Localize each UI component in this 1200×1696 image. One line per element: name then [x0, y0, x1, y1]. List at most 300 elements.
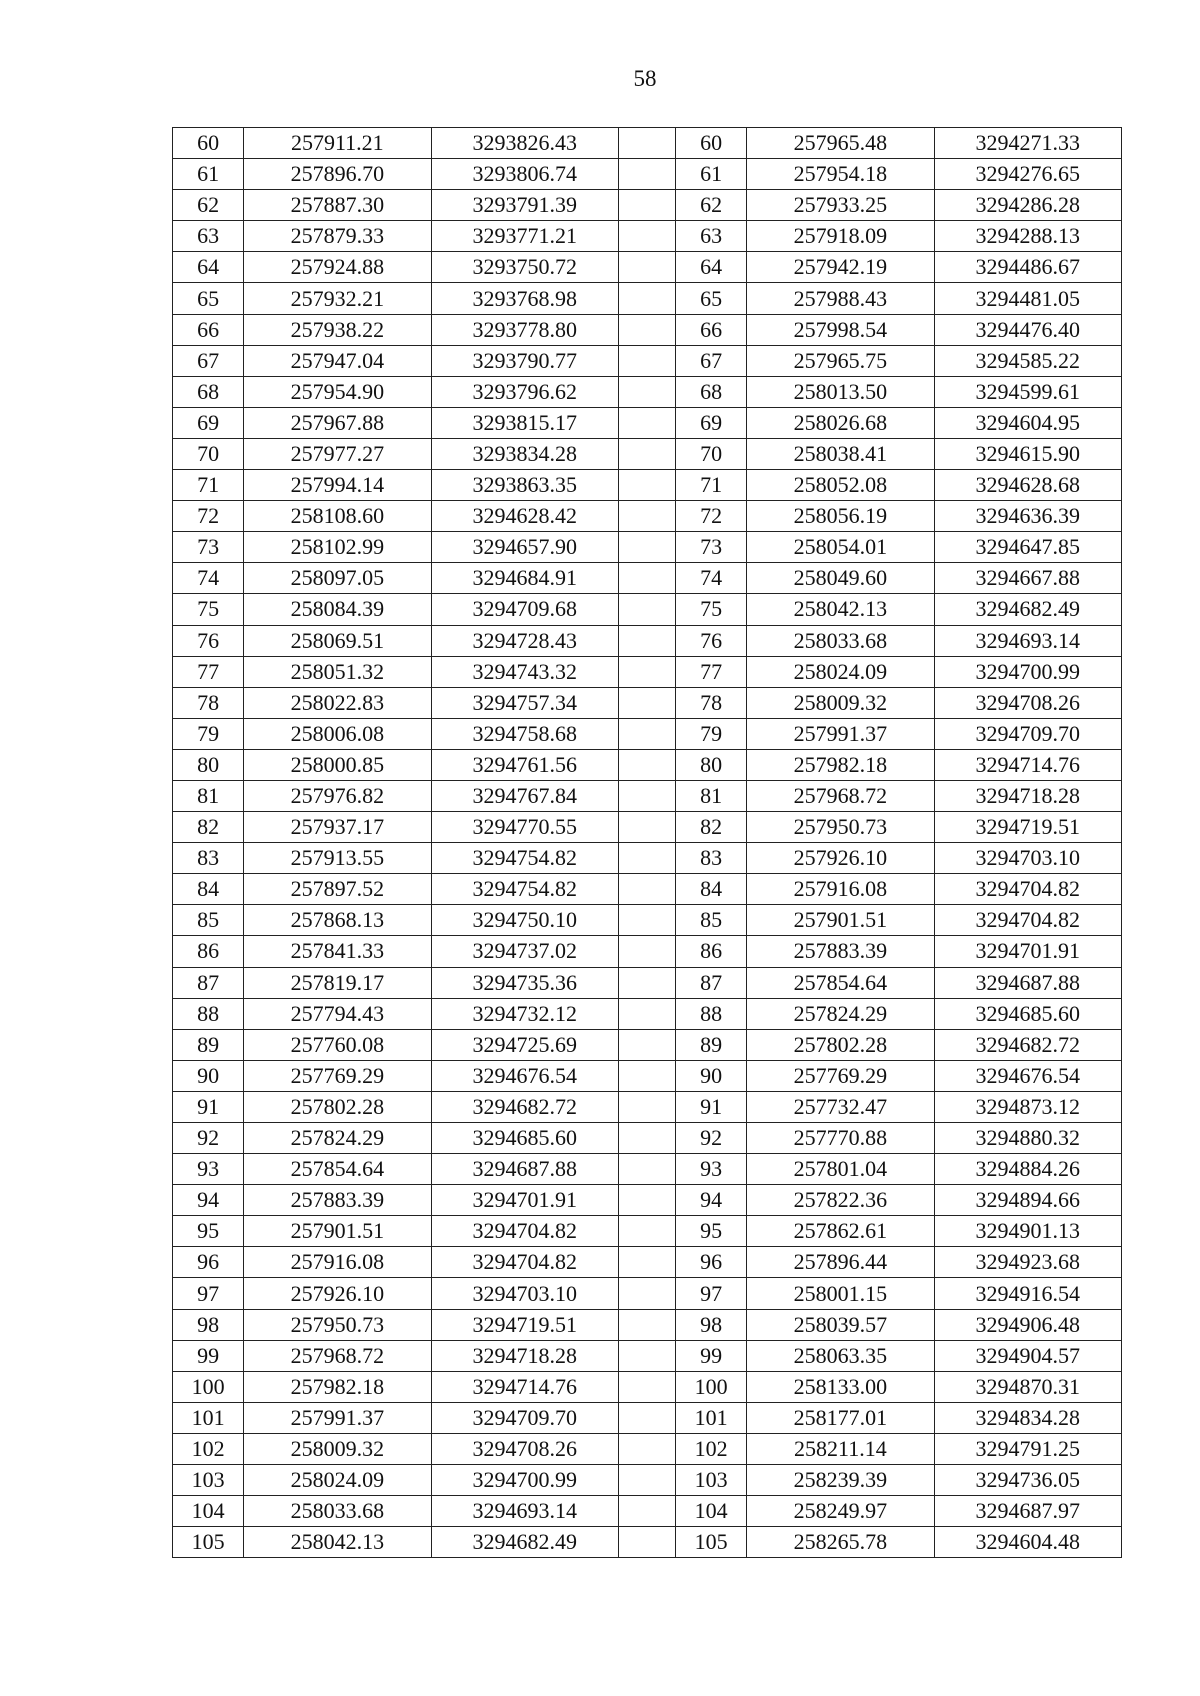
- left-x-coordinate-cell: 257794.43: [244, 998, 431, 1029]
- left-y-coordinate-cell: 3294735.36: [431, 967, 618, 998]
- left-point-number-cell: 90: [173, 1060, 244, 1091]
- left-point-number-cell: 101: [173, 1402, 244, 1433]
- table-row: [173, 749, 1122, 780]
- column-gap-cell: [618, 718, 675, 749]
- table-row: [173, 1060, 1122, 1091]
- right-point-number-cell: 81: [676, 780, 747, 811]
- column-gap-cell: [618, 1527, 675, 1558]
- right-point-number-cell: 67: [676, 345, 747, 376]
- right-point-number-cell: 93: [676, 1154, 747, 1185]
- right-x-coordinate-cell: 258026.68: [747, 407, 934, 438]
- left-y-coordinate-cell: 3294750.10: [431, 905, 618, 936]
- right-y-coordinate-cell: 3294700.99: [934, 656, 1121, 687]
- left-point-number-cell: 73: [173, 532, 244, 563]
- table-row: [173, 438, 1122, 469]
- column-gap-cell: [618, 1216, 675, 1247]
- right-x-coordinate-cell: 258249.97: [747, 1496, 934, 1527]
- left-x-coordinate-cell: 257926.10: [244, 1278, 431, 1309]
- right-x-coordinate-cell: 257822.36: [747, 1185, 934, 1216]
- column-gap-cell: [618, 1123, 675, 1154]
- left-x-coordinate-cell: 258009.32: [244, 1433, 431, 1464]
- right-point-number-cell: 74: [676, 563, 747, 594]
- column-gap-cell: [618, 812, 675, 843]
- left-y-coordinate-cell: 3294728.43: [431, 625, 618, 656]
- table-row: [173, 1340, 1122, 1371]
- table-row: [173, 1496, 1122, 1527]
- right-y-coordinate-cell: 3294636.39: [934, 501, 1121, 532]
- column-gap-cell: [618, 998, 675, 1029]
- column-gap-cell: [618, 159, 675, 190]
- left-point-number-cell: 94: [173, 1185, 244, 1216]
- left-x-coordinate-cell: 258051.32: [244, 656, 431, 687]
- right-y-coordinate-cell: 3294873.12: [934, 1091, 1121, 1122]
- right-y-coordinate-cell: 3294276.65: [934, 159, 1121, 190]
- left-x-coordinate-cell: 258033.68: [244, 1496, 431, 1527]
- right-x-coordinate-cell: 257968.72: [747, 780, 934, 811]
- column-gap-cell: [618, 1154, 675, 1185]
- right-point-number-cell: 105: [676, 1527, 747, 1558]
- left-point-number-cell: 82: [173, 812, 244, 843]
- left-point-number-cell: 65: [173, 283, 244, 314]
- right-y-coordinate-cell: 3294628.68: [934, 470, 1121, 501]
- table-row: [173, 594, 1122, 625]
- column-gap-cell: [618, 905, 675, 936]
- left-x-coordinate-cell: 257760.08: [244, 1029, 431, 1060]
- left-point-number-cell: 105: [173, 1527, 244, 1558]
- left-y-coordinate-cell: 3293791.39: [431, 190, 618, 221]
- left-y-coordinate-cell: 3294709.70: [431, 1402, 618, 1433]
- column-gap-cell: [618, 749, 675, 780]
- column-gap-cell: [618, 1402, 675, 1433]
- left-y-coordinate-cell: 3294685.60: [431, 1123, 618, 1154]
- right-x-coordinate-cell: 258133.00: [747, 1371, 934, 1402]
- left-x-coordinate-cell: 257950.73: [244, 1309, 431, 1340]
- right-x-coordinate-cell: 257896.44: [747, 1247, 934, 1278]
- left-point-number-cell: 63: [173, 221, 244, 252]
- left-point-number-cell: 95: [173, 1216, 244, 1247]
- right-point-number-cell: 91: [676, 1091, 747, 1122]
- table-row: [173, 501, 1122, 532]
- left-point-number-cell: 75: [173, 594, 244, 625]
- right-y-coordinate-cell: 3294904.57: [934, 1340, 1121, 1371]
- column-gap-cell: [618, 1247, 675, 1278]
- right-y-coordinate-cell: 3294703.10: [934, 843, 1121, 874]
- left-point-number-cell: 76: [173, 625, 244, 656]
- right-x-coordinate-cell: 257950.73: [747, 812, 934, 843]
- right-x-coordinate-cell: 257732.47: [747, 1091, 934, 1122]
- right-x-coordinate-cell: 258239.39: [747, 1465, 934, 1496]
- right-point-number-cell: 68: [676, 376, 747, 407]
- left-y-coordinate-cell: 3294676.54: [431, 1060, 618, 1091]
- left-x-coordinate-cell: 257901.51: [244, 1216, 431, 1247]
- right-y-coordinate-cell: 3294718.28: [934, 780, 1121, 811]
- left-point-number-cell: 97: [173, 1278, 244, 1309]
- left-point-number-cell: 102: [173, 1433, 244, 1464]
- right-x-coordinate-cell: 258211.14: [747, 1433, 934, 1464]
- right-y-coordinate-cell: 3294599.61: [934, 376, 1121, 407]
- right-y-coordinate-cell: 3294615.90: [934, 438, 1121, 469]
- table-row: [173, 1433, 1122, 1464]
- column-gap-cell: [618, 874, 675, 905]
- table-row: [173, 998, 1122, 1029]
- right-x-coordinate-cell: 257769.29: [747, 1060, 934, 1091]
- right-point-number-cell: 99: [676, 1340, 747, 1371]
- right-y-coordinate-cell: 3294901.13: [934, 1216, 1121, 1247]
- right-y-coordinate-cell: 3294476.40: [934, 314, 1121, 345]
- right-point-number-cell: 87: [676, 967, 747, 998]
- left-point-number-cell: 60: [173, 128, 244, 159]
- left-y-coordinate-cell: 3294701.91: [431, 1185, 618, 1216]
- left-point-number-cell: 66: [173, 314, 244, 345]
- right-y-coordinate-cell: 3294719.51: [934, 812, 1121, 843]
- right-point-number-cell: 69: [676, 407, 747, 438]
- right-y-coordinate-cell: 3294884.26: [934, 1154, 1121, 1185]
- right-point-number-cell: 65: [676, 283, 747, 314]
- left-y-coordinate-cell: 3294732.12: [431, 998, 618, 1029]
- table-row: [173, 563, 1122, 594]
- right-point-number-cell: 76: [676, 625, 747, 656]
- column-gap-cell: [618, 936, 675, 967]
- left-x-coordinate-cell: 257879.33: [244, 221, 431, 252]
- left-y-coordinate-cell: 3293796.62: [431, 376, 618, 407]
- column-gap-cell: [618, 314, 675, 345]
- right-x-coordinate-cell: 258265.78: [747, 1527, 934, 1558]
- right-x-coordinate-cell: 258042.13: [747, 594, 934, 625]
- right-y-coordinate-cell: 3294687.88: [934, 967, 1121, 998]
- left-point-number-cell: 91: [173, 1091, 244, 1122]
- right-x-coordinate-cell: 257770.88: [747, 1123, 934, 1154]
- left-point-number-cell: 74: [173, 563, 244, 594]
- left-y-coordinate-cell: 3294709.68: [431, 594, 618, 625]
- left-x-coordinate-cell: 257913.55: [244, 843, 431, 874]
- left-x-coordinate-cell: 257868.13: [244, 905, 431, 936]
- left-y-coordinate-cell: 3294708.26: [431, 1433, 618, 1464]
- left-x-coordinate-cell: 258084.39: [244, 594, 431, 625]
- left-x-coordinate-cell: 257947.04: [244, 345, 431, 376]
- left-y-coordinate-cell: 3294770.55: [431, 812, 618, 843]
- column-gap-cell: [618, 376, 675, 407]
- column-gap-cell: [618, 1091, 675, 1122]
- right-point-number-cell: 90: [676, 1060, 747, 1091]
- left-point-number-cell: 99: [173, 1340, 244, 1371]
- left-x-coordinate-cell: 258102.99: [244, 532, 431, 563]
- left-point-number-cell: 70: [173, 438, 244, 469]
- left-point-number-cell: 85: [173, 905, 244, 936]
- left-point-number-cell: 80: [173, 749, 244, 780]
- right-x-coordinate-cell: 258177.01: [747, 1402, 934, 1433]
- left-x-coordinate-cell: 258006.08: [244, 718, 431, 749]
- right-point-number-cell: 83: [676, 843, 747, 874]
- table-row: [173, 812, 1122, 843]
- left-y-coordinate-cell: 3294754.82: [431, 843, 618, 874]
- table-row: [173, 1185, 1122, 1216]
- table-row: [173, 1309, 1122, 1340]
- column-gap-cell: [618, 128, 675, 159]
- left-x-coordinate-cell: 257883.39: [244, 1185, 431, 1216]
- table-row: [173, 252, 1122, 283]
- right-x-coordinate-cell: 257933.25: [747, 190, 934, 221]
- left-x-coordinate-cell: 257994.14: [244, 470, 431, 501]
- right-point-number-cell: 97: [676, 1278, 747, 1309]
- right-x-coordinate-cell: 257954.18: [747, 159, 934, 190]
- table-row: [173, 532, 1122, 563]
- left-x-coordinate-cell: 257854.64: [244, 1154, 431, 1185]
- left-y-coordinate-cell: 3294628.42: [431, 501, 618, 532]
- right-x-coordinate-cell: 258063.35: [747, 1340, 934, 1371]
- right-point-number-cell: 72: [676, 501, 747, 532]
- right-y-coordinate-cell: 3294701.91: [934, 936, 1121, 967]
- left-x-coordinate-cell: 257954.90: [244, 376, 431, 407]
- right-x-coordinate-cell: 258001.15: [747, 1278, 934, 1309]
- left-x-coordinate-cell: 257824.29: [244, 1123, 431, 1154]
- right-x-coordinate-cell: 257862.61: [747, 1216, 934, 1247]
- table-row: [173, 687, 1122, 718]
- left-point-number-cell: 100: [173, 1371, 244, 1402]
- left-point-number-cell: 87: [173, 967, 244, 998]
- right-x-coordinate-cell: 257988.43: [747, 283, 934, 314]
- left-point-number-cell: 62: [173, 190, 244, 221]
- right-x-coordinate-cell: 257998.54: [747, 314, 934, 345]
- left-x-coordinate-cell: 257982.18: [244, 1371, 431, 1402]
- right-x-coordinate-cell: 258039.57: [747, 1309, 934, 1340]
- table-row: [173, 1278, 1122, 1309]
- right-x-coordinate-cell: 258052.08: [747, 470, 934, 501]
- left-point-number-cell: 89: [173, 1029, 244, 1060]
- left-x-coordinate-cell: 257896.70: [244, 159, 431, 190]
- table-row: [173, 283, 1122, 314]
- left-x-coordinate-cell: 258024.09: [244, 1465, 431, 1496]
- left-point-number-cell: 77: [173, 656, 244, 687]
- right-point-number-cell: 84: [676, 874, 747, 905]
- right-point-number-cell: 79: [676, 718, 747, 749]
- column-gap-cell: [618, 687, 675, 718]
- right-x-coordinate-cell: 258056.19: [747, 501, 934, 532]
- column-gap-cell: [618, 190, 675, 221]
- left-x-coordinate-cell: 257937.17: [244, 812, 431, 843]
- right-y-coordinate-cell: 3294693.14: [934, 625, 1121, 656]
- right-point-number-cell: 62: [676, 190, 747, 221]
- left-x-coordinate-cell: 258042.13: [244, 1527, 431, 1558]
- column-gap-cell: [618, 594, 675, 625]
- right-point-number-cell: 73: [676, 532, 747, 563]
- table-row: [173, 376, 1122, 407]
- left-y-coordinate-cell: 3294718.28: [431, 1340, 618, 1371]
- column-gap-cell: [618, 1029, 675, 1060]
- right-y-coordinate-cell: 3294486.67: [934, 252, 1121, 283]
- right-y-coordinate-cell: 3294714.76: [934, 749, 1121, 780]
- right-point-number-cell: 92: [676, 1123, 747, 1154]
- right-x-coordinate-cell: 258033.68: [747, 625, 934, 656]
- left-point-number-cell: 61: [173, 159, 244, 190]
- right-x-coordinate-cell: 257916.08: [747, 874, 934, 905]
- column-gap-cell: [618, 967, 675, 998]
- left-x-coordinate-cell: 257991.37: [244, 1402, 431, 1433]
- left-point-number-cell: 67: [173, 345, 244, 376]
- left-point-number-cell: 64: [173, 252, 244, 283]
- left-x-coordinate-cell: 257977.27: [244, 438, 431, 469]
- coordinate-table-body: [173, 128, 1122, 1558]
- right-point-number-cell: 103: [676, 1465, 747, 1496]
- right-y-coordinate-cell: 3294286.28: [934, 190, 1121, 221]
- right-y-coordinate-cell: 3294894.66: [934, 1185, 1121, 1216]
- right-point-number-cell: 78: [676, 687, 747, 718]
- table-row: [173, 843, 1122, 874]
- left-point-number-cell: 104: [173, 1496, 244, 1527]
- left-y-coordinate-cell: 3294757.34: [431, 687, 618, 718]
- right-point-number-cell: 77: [676, 656, 747, 687]
- column-gap-cell: [618, 656, 675, 687]
- right-x-coordinate-cell: 258054.01: [747, 532, 934, 563]
- left-point-number-cell: 84: [173, 874, 244, 905]
- left-x-coordinate-cell: 257968.72: [244, 1340, 431, 1371]
- right-x-coordinate-cell: 257965.48: [747, 128, 934, 159]
- right-x-coordinate-cell: 257965.75: [747, 345, 934, 376]
- column-gap-cell: [618, 563, 675, 594]
- left-x-coordinate-cell: 257841.33: [244, 936, 431, 967]
- column-gap-cell: [618, 1185, 675, 1216]
- left-y-coordinate-cell: 3294758.68: [431, 718, 618, 749]
- table-row: [173, 936, 1122, 967]
- right-x-coordinate-cell: 257918.09: [747, 221, 934, 252]
- table-row: [173, 1402, 1122, 1433]
- right-x-coordinate-cell: 257901.51: [747, 905, 934, 936]
- right-y-coordinate-cell: 3294880.32: [934, 1123, 1121, 1154]
- right-x-coordinate-cell: 257854.64: [747, 967, 934, 998]
- table-row: [173, 718, 1122, 749]
- right-point-number-cell: 85: [676, 905, 747, 936]
- right-y-coordinate-cell: 3294916.54: [934, 1278, 1121, 1309]
- table-row: [173, 470, 1122, 501]
- right-x-coordinate-cell: 257883.39: [747, 936, 934, 967]
- right-point-number-cell: 98: [676, 1309, 747, 1340]
- left-y-coordinate-cell: 3293826.43: [431, 128, 618, 159]
- left-y-coordinate-cell: 3294725.69: [431, 1029, 618, 1060]
- left-point-number-cell: 79: [173, 718, 244, 749]
- column-gap-cell: [618, 252, 675, 283]
- column-gap-cell: [618, 407, 675, 438]
- table-row: [173, 221, 1122, 252]
- right-y-coordinate-cell: 3294906.48: [934, 1309, 1121, 1340]
- table-row: [173, 159, 1122, 190]
- table-row: [173, 1527, 1122, 1558]
- column-gap-cell: [618, 532, 675, 563]
- right-y-coordinate-cell: 3294676.54: [934, 1060, 1121, 1091]
- right-point-number-cell: 104: [676, 1496, 747, 1527]
- column-gap-cell: [618, 283, 675, 314]
- left-y-coordinate-cell: 3294743.32: [431, 656, 618, 687]
- column-gap-cell: [618, 1340, 675, 1371]
- column-gap-cell: [618, 843, 675, 874]
- right-y-coordinate-cell: 3294667.88: [934, 563, 1121, 594]
- table-row: [173, 874, 1122, 905]
- table-row: [173, 656, 1122, 687]
- left-point-number-cell: 88: [173, 998, 244, 1029]
- right-point-number-cell: 71: [676, 470, 747, 501]
- left-y-coordinate-cell: 3293750.72: [431, 252, 618, 283]
- right-point-number-cell: 102: [676, 1433, 747, 1464]
- left-point-number-cell: 83: [173, 843, 244, 874]
- left-point-number-cell: 98: [173, 1309, 244, 1340]
- right-y-coordinate-cell: 3294870.31: [934, 1371, 1121, 1402]
- right-point-number-cell: 82: [676, 812, 747, 843]
- right-y-coordinate-cell: 3294604.48: [934, 1527, 1121, 1558]
- column-gap-cell: [618, 625, 675, 656]
- left-y-coordinate-cell: 3294687.88: [431, 1154, 618, 1185]
- right-point-number-cell: 94: [676, 1185, 747, 1216]
- right-y-coordinate-cell: 3294708.26: [934, 687, 1121, 718]
- right-y-coordinate-cell: 3294271.33: [934, 128, 1121, 159]
- right-y-coordinate-cell: 3294604.95: [934, 407, 1121, 438]
- left-x-coordinate-cell: 257932.21: [244, 283, 431, 314]
- right-point-number-cell: 63: [676, 221, 747, 252]
- table-row: [173, 780, 1122, 811]
- table-row: [173, 345, 1122, 376]
- right-point-number-cell: 86: [676, 936, 747, 967]
- right-y-coordinate-cell: 3294704.82: [934, 874, 1121, 905]
- right-point-number-cell: 89: [676, 1029, 747, 1060]
- column-gap-cell: [618, 501, 675, 532]
- left-y-coordinate-cell: 3294767.84: [431, 780, 618, 811]
- column-gap-cell: [618, 1496, 675, 1527]
- left-x-coordinate-cell: 257924.88: [244, 252, 431, 283]
- right-y-coordinate-cell: 3294682.49: [934, 594, 1121, 625]
- right-point-number-cell: 96: [676, 1247, 747, 1278]
- right-y-coordinate-cell: 3294288.13: [934, 221, 1121, 252]
- left-y-coordinate-cell: 3294682.49: [431, 1527, 618, 1558]
- left-x-coordinate-cell: 257938.22: [244, 314, 431, 345]
- left-point-number-cell: 81: [173, 780, 244, 811]
- left-y-coordinate-cell: 3294703.10: [431, 1278, 618, 1309]
- column-gap-cell: [618, 1060, 675, 1091]
- left-point-number-cell: 86: [173, 936, 244, 967]
- left-y-coordinate-cell: 3294704.82: [431, 1216, 618, 1247]
- left-x-coordinate-cell: 257802.28: [244, 1091, 431, 1122]
- left-y-coordinate-cell: 3293806.74: [431, 159, 618, 190]
- right-x-coordinate-cell: 258024.09: [747, 656, 934, 687]
- right-point-number-cell: 64: [676, 252, 747, 283]
- column-gap-cell: [618, 221, 675, 252]
- right-x-coordinate-cell: 257801.04: [747, 1154, 934, 1185]
- left-x-coordinate-cell: 258022.83: [244, 687, 431, 718]
- right-point-number-cell: 80: [676, 749, 747, 780]
- right-point-number-cell: 61: [676, 159, 747, 190]
- left-y-coordinate-cell: 3294714.76: [431, 1371, 618, 1402]
- right-x-coordinate-cell: 257942.19: [747, 252, 934, 283]
- table-row: [173, 905, 1122, 936]
- table-row: [173, 1091, 1122, 1122]
- left-x-coordinate-cell: 258097.05: [244, 563, 431, 594]
- right-x-coordinate-cell: 258009.32: [747, 687, 934, 718]
- right-point-number-cell: 100: [676, 1371, 747, 1402]
- left-point-number-cell: 72: [173, 501, 244, 532]
- column-gap-cell: [618, 780, 675, 811]
- right-point-number-cell: 101: [676, 1402, 747, 1433]
- table-row: [173, 1154, 1122, 1185]
- left-x-coordinate-cell: 257887.30: [244, 190, 431, 221]
- right-y-coordinate-cell: 3294834.28: [934, 1402, 1121, 1433]
- right-point-number-cell: 66: [676, 314, 747, 345]
- right-point-number-cell: 70: [676, 438, 747, 469]
- left-x-coordinate-cell: 257967.88: [244, 407, 431, 438]
- table-row: [173, 1123, 1122, 1154]
- left-point-number-cell: 69: [173, 407, 244, 438]
- table-row: [173, 967, 1122, 998]
- column-gap-cell: [618, 470, 675, 501]
- column-gap-cell: [618, 1278, 675, 1309]
- right-y-coordinate-cell: 3294704.82: [934, 905, 1121, 936]
- left-x-coordinate-cell: 257769.29: [244, 1060, 431, 1091]
- left-y-coordinate-cell: 3294682.72: [431, 1091, 618, 1122]
